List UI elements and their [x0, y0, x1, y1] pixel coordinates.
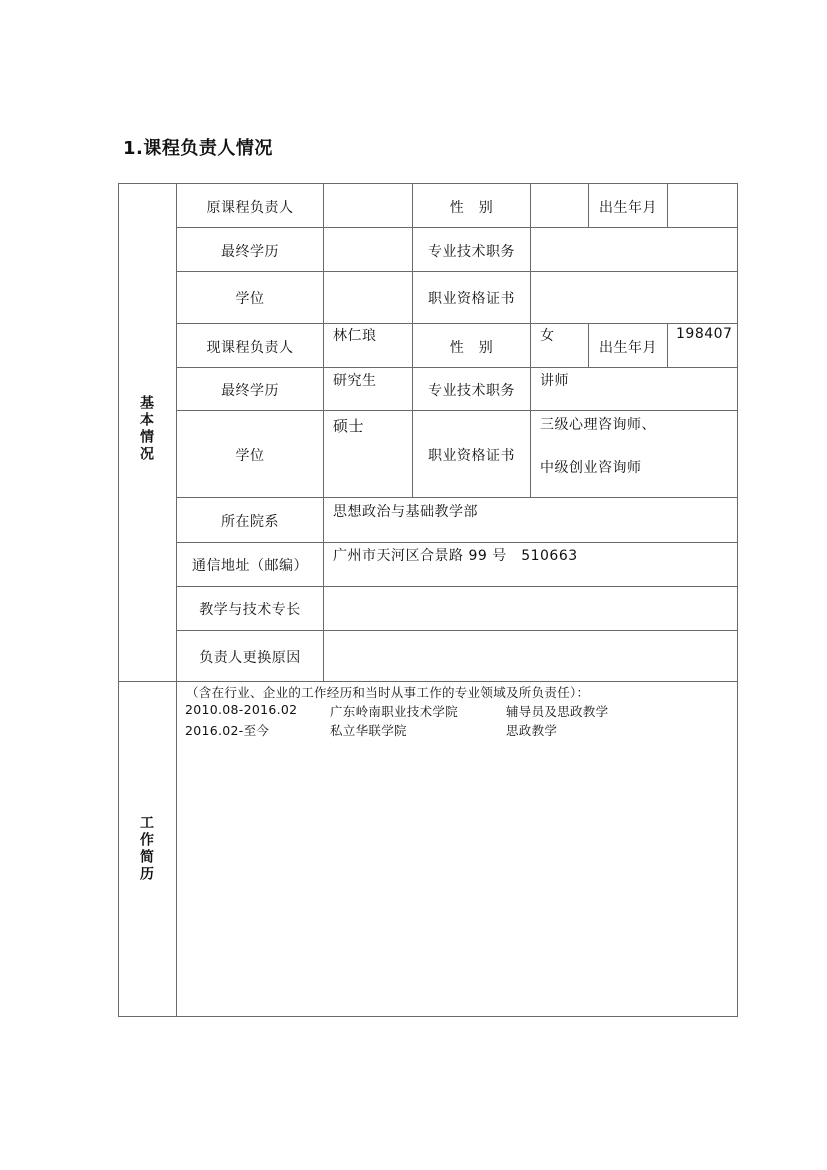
value-current-head: 林仁琅 — [333, 328, 377, 344]
work-period: 2010.08-2016.02 — [185, 702, 298, 717]
section-label-basic: 基本情况 — [138, 395, 154, 463]
row-line — [176, 323, 738, 324]
label-degree: 学位 — [235, 291, 265, 307]
table-border-bottom — [118, 1016, 738, 1017]
label-expertise: 教学与技术专长 — [199, 602, 301, 618]
label-original-head: 原课程负责人 — [206, 200, 294, 216]
col-line — [667, 183, 668, 227]
value-department: 思想政治与基础教学部 — [333, 504, 478, 520]
work-duty: 思政教学 — [506, 723, 558, 738]
label-gender: 性 别 — [449, 200, 494, 216]
table-border-right — [737, 183, 738, 1017]
label-change-reason: 负责人更换原因 — [199, 650, 301, 666]
row-line — [176, 410, 738, 411]
col-line — [323, 183, 324, 681]
value-birth: 198407 — [676, 326, 733, 342]
label-certificate-current: 职业资格证书 — [428, 448, 515, 464]
value-education: 研究生 — [333, 373, 377, 389]
row-line — [176, 497, 738, 498]
label-birth: 出生年月 — [599, 200, 657, 216]
row-line — [176, 542, 738, 543]
work-org: 广东岭南职业技术学院 — [330, 704, 459, 719]
row-line — [176, 586, 738, 587]
section-split — [118, 681, 738, 682]
value-address: 广州市天河区合景路 99 号 510663 — [333, 548, 578, 564]
label-education: 最终学历 — [221, 244, 279, 260]
table-border-top — [118, 183, 738, 184]
label-address: 通信地址（邮编） — [192, 558, 308, 574]
row-line — [176, 271, 738, 272]
col-line — [667, 323, 668, 367]
value-degree: 硕士 — [333, 417, 365, 435]
label-current-head: 现课程负责人 — [206, 340, 294, 356]
row-line — [176, 227, 738, 228]
table-border-left — [118, 183, 119, 1017]
work-org: 私立华联学院 — [330, 723, 407, 738]
col-line — [530, 183, 531, 497]
label-birth-current: 出生年月 — [599, 340, 657, 356]
value-certificate-line1: 三级心理咨询师、 — [540, 417, 656, 433]
work-duty: 辅导员及思政教学 — [506, 704, 609, 719]
page-title: 1.课程负责人情况 — [123, 138, 273, 159]
row-line — [176, 630, 738, 631]
value-certificate-line2: 中级创业咨询师 — [540, 460, 642, 476]
label-certificate: 职业资格证书 — [428, 291, 515, 307]
label-education-current: 最终学历 — [221, 383, 279, 399]
work-note: （含在行业、企业的工作经历和当时从事工作的专业领域及所负责任）： — [186, 685, 590, 700]
label-gender-current: 性 别 — [449, 340, 494, 356]
work-period: 2016.02-至今 — [185, 723, 270, 738]
section-label-work: 工作简历 — [138, 815, 154, 883]
value-title-rank: 讲师 — [540, 373, 569, 389]
value-gender: 女 — [540, 328, 555, 344]
label-title-rank-current: 专业技术职务 — [428, 383, 515, 399]
label-title-rank: 专业技术职务 — [428, 244, 515, 260]
label-degree-current: 学位 — [235, 448, 265, 464]
label-department: 所在院系 — [221, 514, 279, 530]
row-line — [176, 367, 738, 368]
